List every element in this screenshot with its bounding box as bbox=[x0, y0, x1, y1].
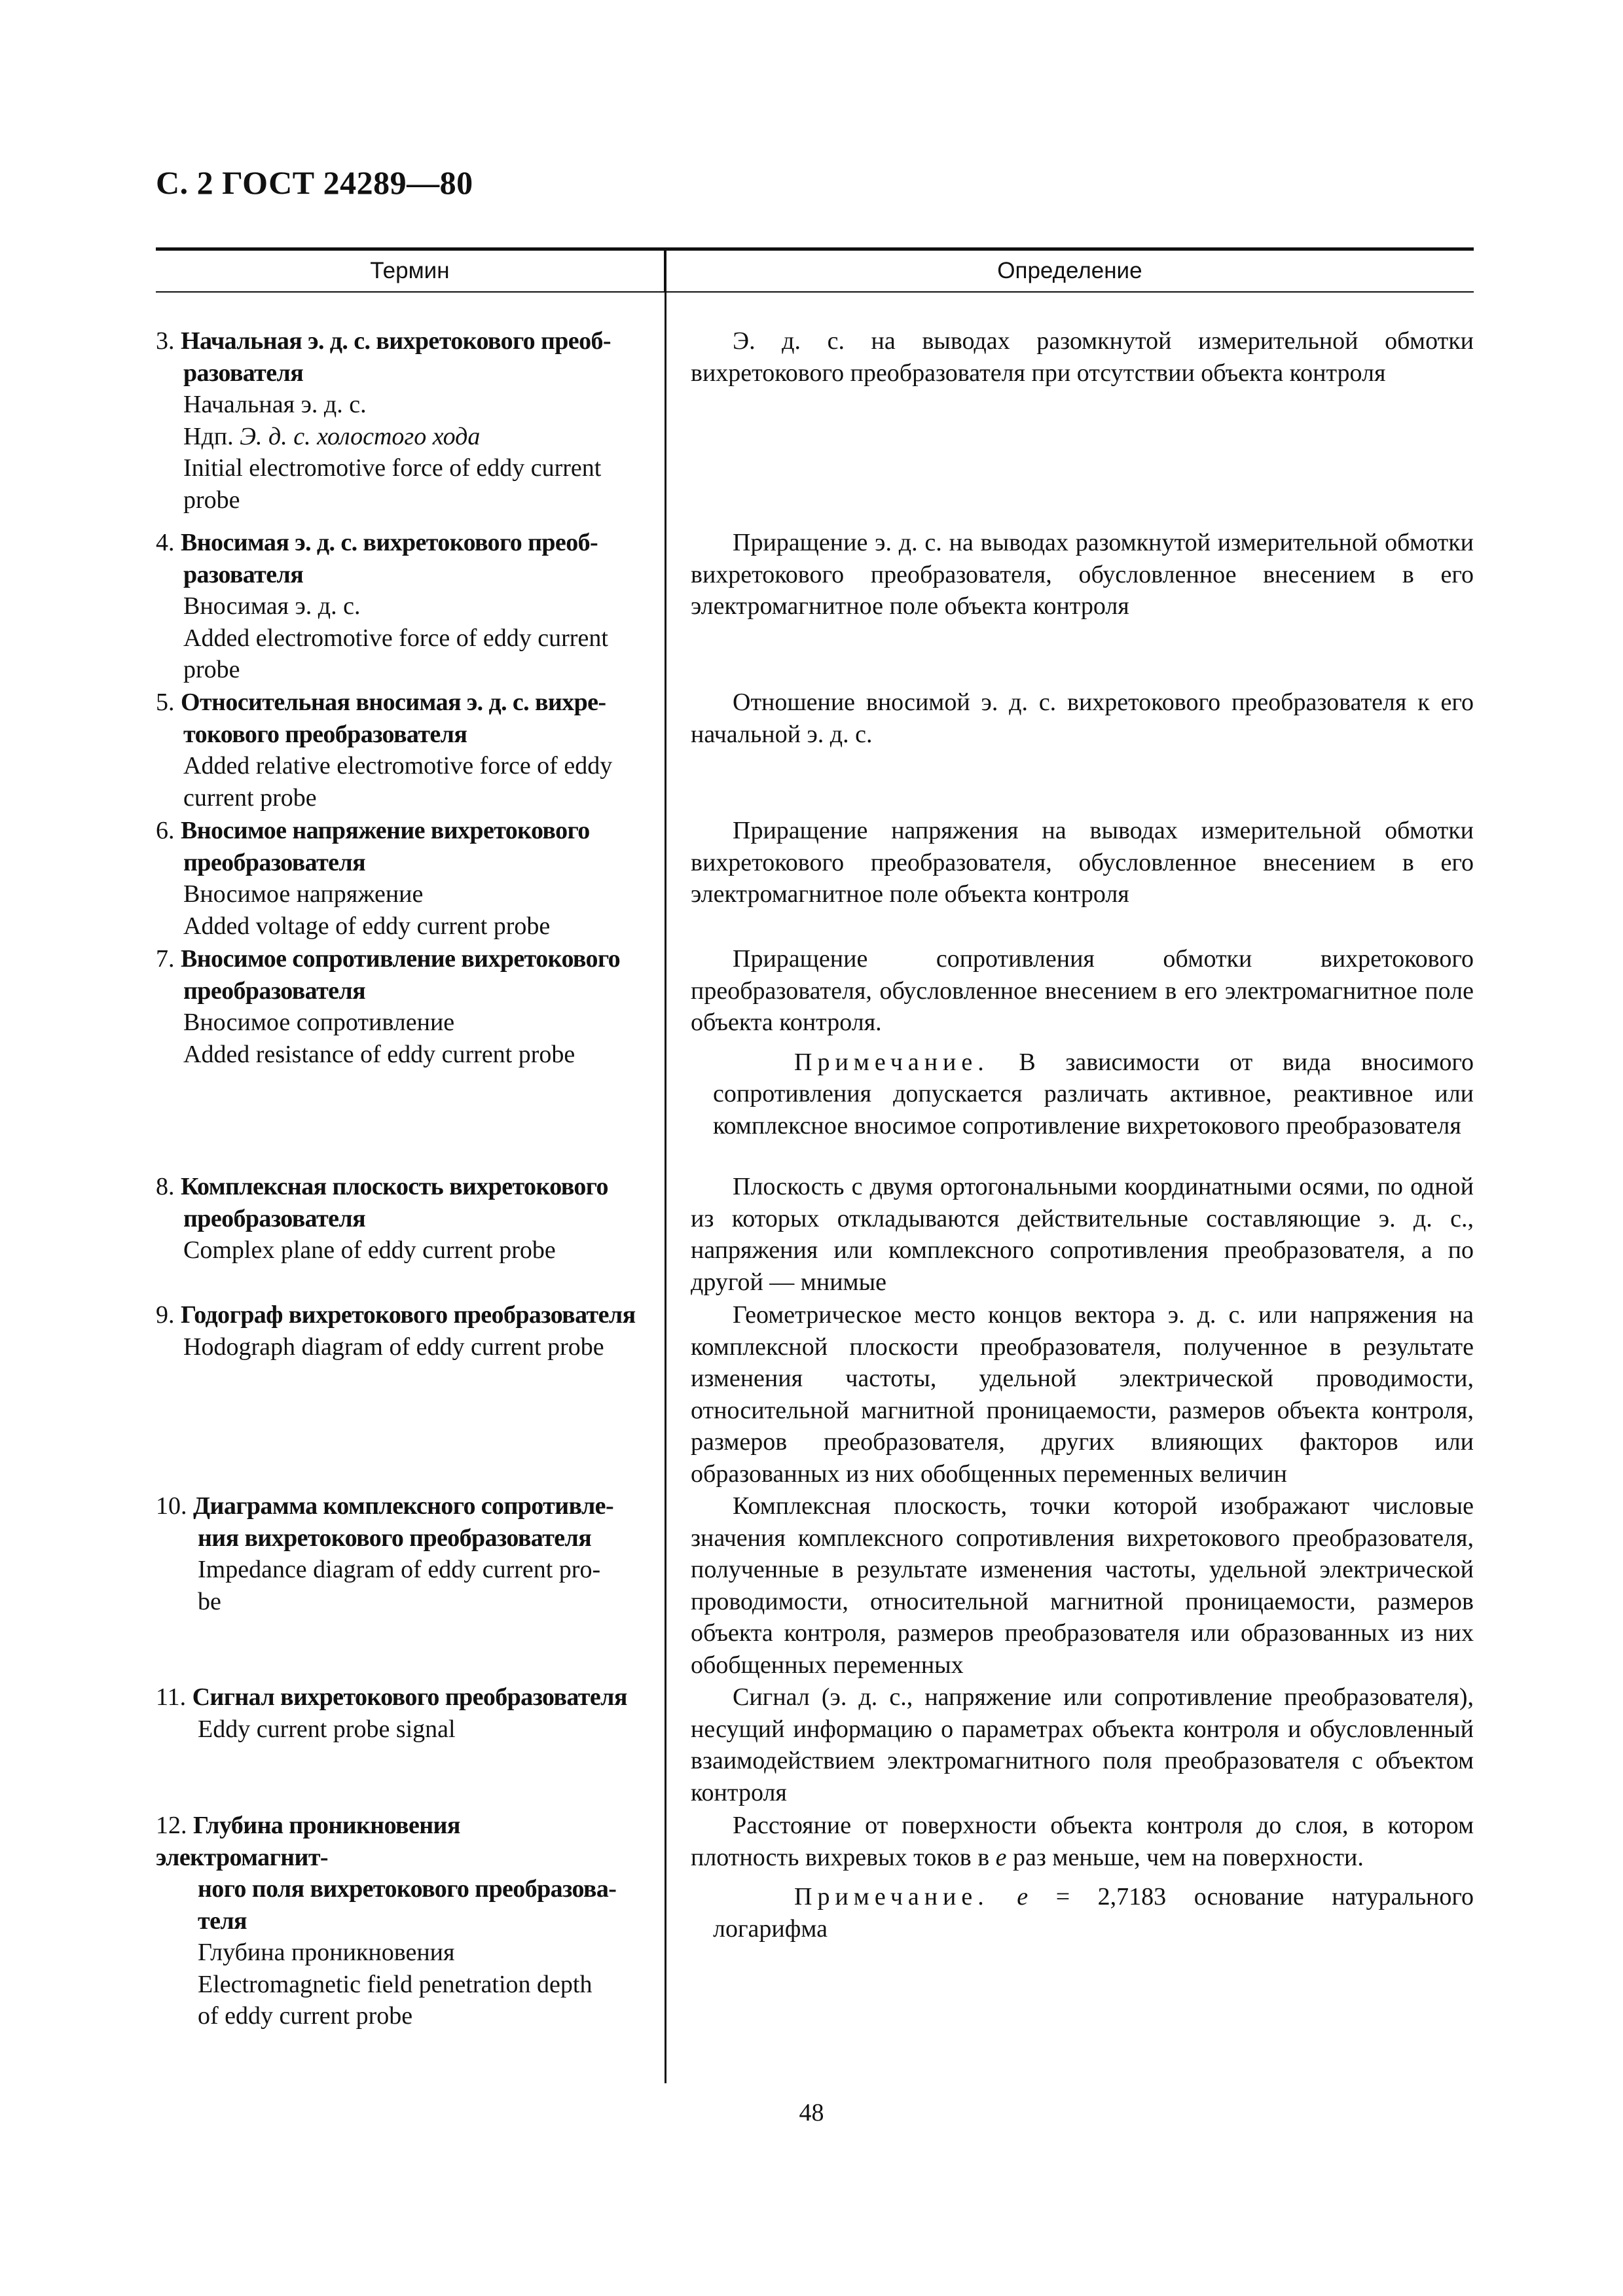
constant-e: e bbox=[1017, 1883, 1029, 1910]
term-cell bbox=[156, 943, 665, 1171]
definition-cell bbox=[665, 1490, 1474, 1681]
definition-cell bbox=[665, 1681, 1474, 1810]
term-title: Сигнал вихретокового преобразователя bbox=[192, 1683, 627, 1711]
term-title-cont: преобразователя bbox=[183, 1204, 366, 1232]
term-english: Added voltage of eddy current probe bbox=[183, 912, 551, 940]
term-ndp bbox=[156, 421, 637, 453]
term-cell bbox=[156, 1681, 665, 1810]
column-header-term: Термин bbox=[370, 258, 450, 283]
term-english-cont: probe bbox=[183, 486, 240, 514]
definition-cell bbox=[665, 815, 1474, 943]
term-short: Вносимое сопротивление bbox=[183, 1009, 455, 1036]
term-number: 3. bbox=[156, 327, 175, 355]
table-row bbox=[156, 1681, 1474, 1810]
term-number: 10. bbox=[156, 1492, 187, 1520]
definition-cell bbox=[665, 1810, 1474, 2006]
term-short: Вносимая э. д. с. bbox=[183, 592, 361, 620]
definition-text: Э. д. с. на выводах разомкнутой измерительной обмотки вихретокового преобразователя при отсутствии объекта контроля bbox=[691, 327, 1474, 387]
term-title: Диаграмма комплексного сопротивле- bbox=[193, 1492, 614, 1520]
term-cell bbox=[156, 1171, 665, 1299]
term-cell bbox=[156, 687, 665, 815]
definition-cell bbox=[665, 1171, 1474, 1299]
term-title-cont: теля bbox=[198, 1907, 247, 1935]
term-english: Initial electromotive force of eddy current bbox=[183, 454, 602, 482]
term-cell bbox=[156, 1299, 665, 1490]
term-english: Added electromotive force of eddy current bbox=[183, 624, 608, 652]
constant-e: e bbox=[995, 1843, 1007, 1871]
term-number: 6. bbox=[156, 817, 175, 844]
definition-text: Геометрическое место концов вектора э. д. с. или напряжения на комплексной плоскости преобразователя, полученное в результате изменения частоты, удельной электрической проводимости, относительной магнитной проницаемости, размеров объекта контроля, размеров преобразователя, других влияющих факторов или образованных из них обобщенных переменных величин bbox=[691, 1301, 1474, 1488]
term-number: 9. bbox=[156, 1301, 175, 1329]
definition-cell bbox=[665, 687, 1474, 815]
definition-text: Расстояние от поверхности объекта контроля до слоя, в котором плотность вихревых токов в e раз меньше, чем на поверхности. bbox=[691, 1812, 1474, 1871]
term-title: Вносимое напряжение вихретокового bbox=[181, 817, 590, 844]
definition-note bbox=[691, 1881, 1474, 1945]
note-label: Примечание. bbox=[794, 1048, 989, 1076]
definition-text: Отношение вносимой э. д. с. вихретокового преобразователя к его начальной э. д. с. bbox=[691, 689, 1474, 748]
term-title: Глубина проникновения электромагнит- bbox=[156, 1812, 460, 1871]
column-header-definition: Определение bbox=[664, 251, 1474, 291]
definition-text: Приращение напряжения на выводах измерительной обмотки вихретокового преобразователя, обусловленное внесением в его электромагнитное поле объекта контроля bbox=[691, 817, 1474, 908]
term-english-cont: probe bbox=[183, 656, 240, 683]
term-english: Eddy current probe signal bbox=[198, 1715, 456, 1743]
term-short: Глубина проникновения bbox=[198, 1939, 455, 1966]
definition-cell bbox=[665, 325, 1474, 527]
term-title: Годограф вихретокового преобразователя bbox=[181, 1301, 636, 1329]
definition-text: Сигнал (э. д. с., напряжение или сопротивление преобразователя), несущий информацию о параметрах объекта контроля и обусловленный взаимодействием электромагнитного поля преобразователя с объектом контроля bbox=[691, 1683, 1474, 1806]
definition-cell bbox=[665, 1299, 1474, 1490]
table-row bbox=[156, 325, 1474, 527]
ndp-prefix: Ндп. bbox=[183, 422, 234, 450]
table-row bbox=[156, 687, 1474, 815]
definition-cell bbox=[665, 943, 1474, 1171]
term-cell bbox=[156, 1490, 665, 1681]
term-title: Относительная вносимая э. д. с. вихре- bbox=[181, 689, 606, 716]
ndp-term: Э. д. с. холостого хода bbox=[240, 422, 481, 450]
table-row bbox=[156, 1490, 1474, 1681]
term-english: Added resistance of eddy current probe bbox=[183, 1040, 575, 1068]
term-cell bbox=[156, 325, 665, 527]
term-title-cont: преобразователя bbox=[183, 848, 366, 876]
term-cell bbox=[156, 815, 665, 943]
definition-text: Плоскость с двумя ортогональными координатными осями, по одной из которых откладываются действительные составляющие э. д. с., напряжения или комплексного сопротивления преобразователя, а по другой — мнимые bbox=[691, 1173, 1474, 1296]
term-title: Начальная э. д. с. вихретокового преоб- bbox=[181, 327, 611, 355]
term-short: Начальная э. д. с. bbox=[183, 391, 367, 418]
term-title: Комплексная плоскость вихретокового bbox=[181, 1173, 608, 1200]
page-number: 48 bbox=[799, 2099, 824, 2126]
table-row bbox=[156, 527, 1474, 687]
document-header: С. 2 ГОСТ 24289—80 bbox=[156, 164, 473, 201]
term-english: Added relative electromotive force of eddy bbox=[183, 752, 613, 780]
term-number: 11. bbox=[156, 1683, 187, 1711]
definition-note bbox=[691, 1047, 1474, 1142]
term-english-cont: of eddy current probe bbox=[198, 2002, 413, 2030]
table-header bbox=[156, 251, 1474, 293]
term-short: Вносимое напряжение bbox=[183, 880, 424, 908]
term-english-cont: be bbox=[198, 1587, 221, 1615]
table-row bbox=[156, 1171, 1474, 1299]
term-number: 4. bbox=[156, 529, 175, 556]
term-number: 12. bbox=[156, 1812, 187, 1839]
note-text: В зависимости от вида вносимого сопротивления допускается различать активное, реактивное или комплексное вносимое сопротивление вихретокового преобразователя bbox=[713, 1048, 1474, 1139]
term-english: Hodograph diagram of eddy current probe bbox=[183, 1333, 604, 1361]
definition-text: Приращение э. д. с. на выводах разомкнутой измерительной обмотки вихретокового преобразователя, обусловленное внесением в его электромагнитное поле объекта контроля bbox=[691, 529, 1474, 620]
note-text: = 2,7183 основание натурального логарифма bbox=[713, 1883, 1474, 1943]
term-cell bbox=[156, 1810, 665, 2030]
term-number: 5. bbox=[156, 689, 175, 716]
table-row bbox=[156, 815, 1474, 943]
term-number: 8. bbox=[156, 1173, 175, 1200]
definition-text: Приращение сопротивления обмотки вихретокового преобразователя, обусловленное внесением в его электромагнитное поле объекта контроля. bbox=[691, 945, 1474, 1036]
term-title: Вносимая э. д. с. вихретокового преоб- bbox=[181, 529, 598, 556]
term-title-cont: разователя bbox=[183, 359, 304, 387]
term-title-cont: разователя bbox=[183, 560, 304, 588]
term-english: Electromagnetic field penetration depth bbox=[198, 1970, 593, 1998]
term-title-cont: ния вихретокового преобразователя bbox=[198, 1524, 592, 1552]
term-cell bbox=[156, 527, 665, 687]
table-row bbox=[156, 1810, 1474, 2030]
note-label: Примечание. bbox=[794, 1883, 989, 1910]
term-english: Impedance diagram of eddy current pro- bbox=[198, 1556, 601, 1583]
table-body bbox=[156, 293, 1474, 2030]
terms-table bbox=[156, 247, 1474, 2030]
term-title: Вносимое сопротивление вихретокового bbox=[181, 945, 621, 973]
table-row bbox=[156, 1299, 1474, 1490]
term-english: Complex plane of eddy current probe bbox=[183, 1236, 556, 1264]
term-english-cont: current probe bbox=[183, 783, 317, 812]
definition-cell bbox=[665, 527, 1474, 687]
term-title-cont: ного поля вихретокового преобразова- bbox=[198, 1875, 617, 1903]
table-row bbox=[156, 943, 1474, 1171]
term-number: 7. bbox=[156, 945, 175, 973]
definition-text: Комплексная плоскость, точки которой изображают числовые значения комплексного сопротивления вихретокового преобразователя, полученные в результате изменения частоты, удельной электрической проводимости, относительной магнитной проницаемости, размеров объекта контроля, размеров преобразователя или образованных из них обобщенных переменных bbox=[691, 1492, 1474, 1679]
term-title-cont: преобразователя bbox=[183, 977, 366, 1005]
term-title-cont: токового преобразователя bbox=[183, 720, 467, 748]
